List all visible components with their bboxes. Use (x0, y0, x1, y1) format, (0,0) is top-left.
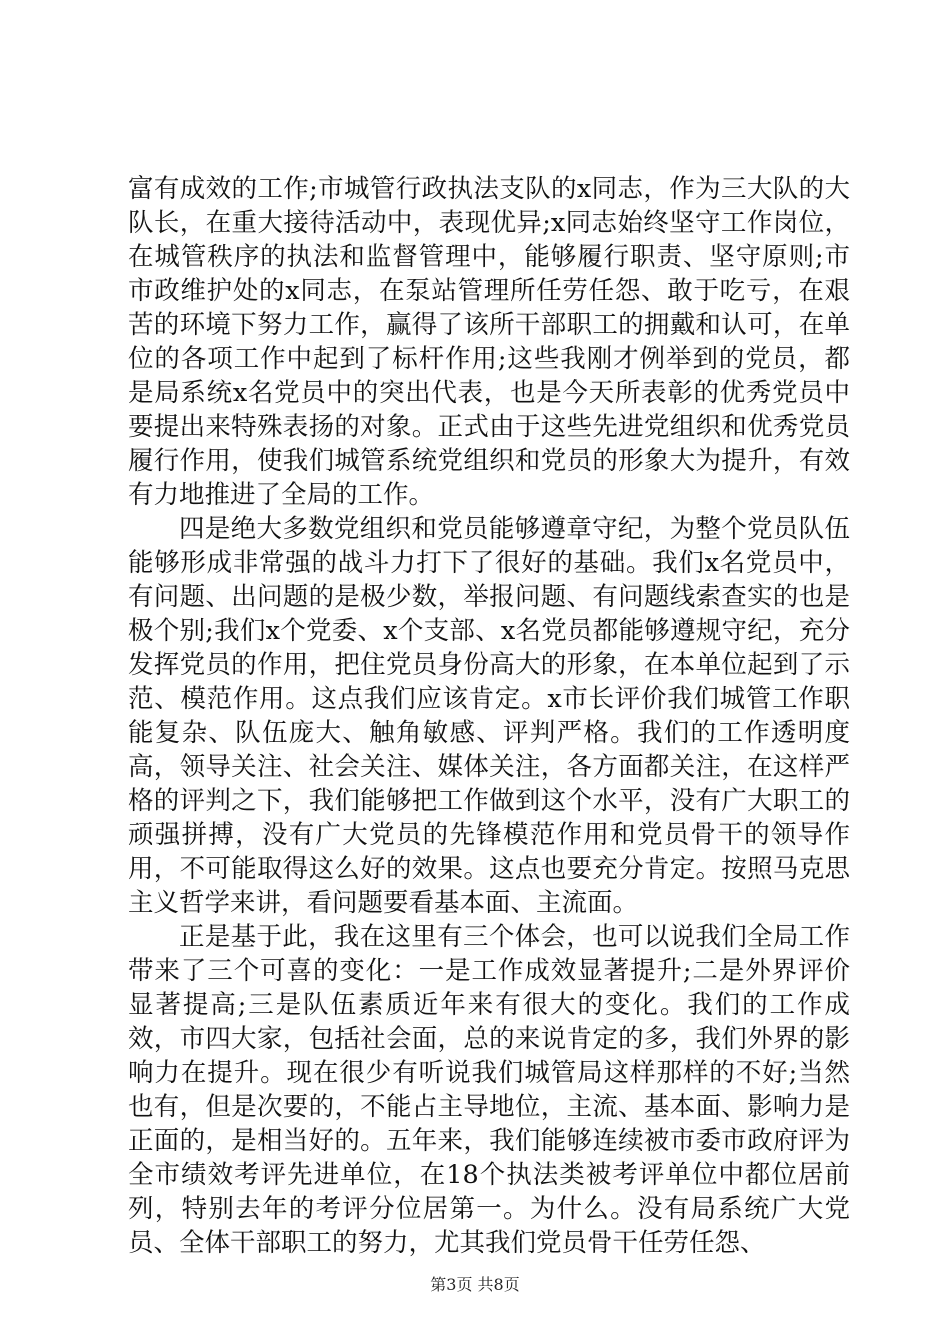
paragraph-2: 四是绝大多数党组织和党员能够遵章守纪，为整个党员队伍能够形成非常强的战斗力打下了很好的基础。我们x名党员中，有问题、出问题的是极少数，举报问题、有问题线索查实的也是极个别;我们x个党委、x个支部、x名党员都能够遵规守纪，充分发挥党员的作用，把住党员身份高大的形象，在本单位起到了示范、模范作用。这点我们应该肯定。x市长评价我们城管工作职能复杂、队伍庞大、触角敏感、评判严格。我们的工作透明度高，领导关注、社会关注、媒体关注，各方面都关注，在这样严格的评判之下，我们能够把工作做到这个水平，没有广大职工的顽强拼搏，没有广大党员的先锋模范作用和党员骨干的领导作用，不可能取得这么好的效果。这点也要充分肯定。按照马克思主义哲学来讲，看问题要看基本面、主流面。 (128, 514, 850, 918)
paragraph-3: 正是基于此，我在这里有三个体会，也可以说我们全局工作带来了三个可喜的变化：一是工作成效显著提升;二是外界评价显著提高;三是队伍素质近年来有很大的变化。我们的工作成效，市四大家，包括社会面，总的来说肯定的多，我们外界的影响力在提升。现在很少有听说我们城管局这样那样的不好;当然也有，但是次要的，不能占主导地位，主流、基本面、影响力是正面的，是相当好的。五年来，我们能够连续被市委市政府评为全市绩效考评先进单位，在18个执法类被考评单位中都位居前列，特别去年的考评分位居第一。为什么。没有局系统广大党员、全体干部职工的努力，尤其我们党员骨干任劳任怨、 (128, 922, 850, 1258)
paragraph-1: 富有成效的工作;市城管行政执法支队的x同志，作为三大队的大队长，在重大接待活动中，表现优异;x同志始终坚守工作岗位，在城管秩序的执法和监督管理中，能够履行职责、坚守原则;市市政维护处的x同志，在泵站管理所任劳任怨、敢于吃亏，在艰苦的环境下努力工作，赢得了该所干部职工的拥戴和认可，在单位的各项工作中起到了标杆作用;这些我刚才例举到的党员，都是局系统x名党员中的突出代表，也是今天所表彰的优秀党员中要提出来特殊表扬的对象。正式由于这些先进党组织和优秀党员履行作用，使我们城管系统党组织和党员的形象大为提升，有效有力地推进了全局的工作。 (128, 174, 850, 510)
page-footer: 第3页 共8页 (430, 1275, 520, 1294)
document-body (128, 172, 850, 1260)
